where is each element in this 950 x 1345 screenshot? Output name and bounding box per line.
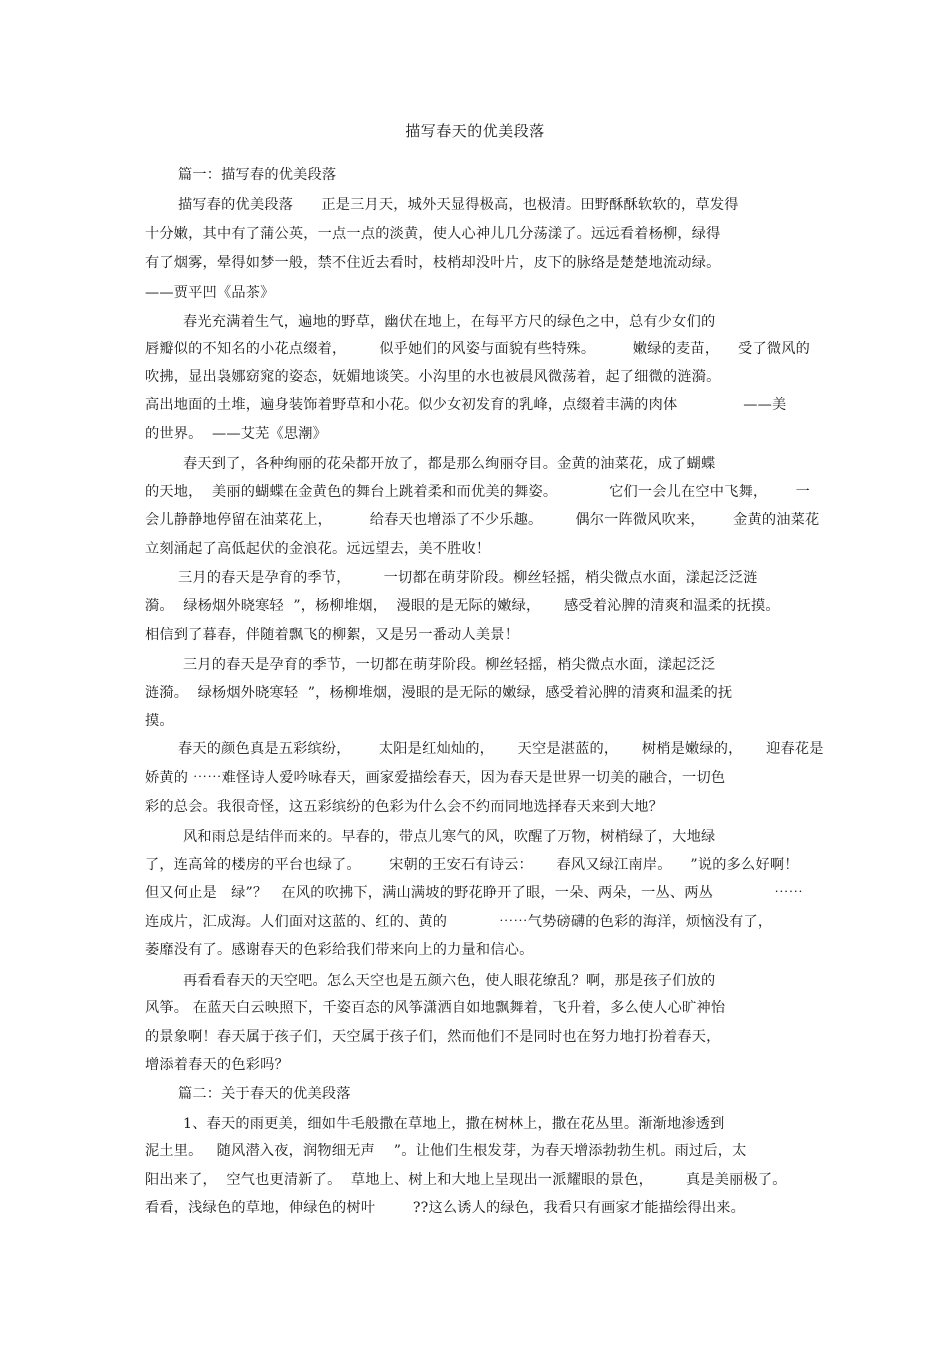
paragraph-line: 娇黄的 ⋯⋯难怪诗人爱吟咏春天，画家爱描绘春天，因为春天是世界一切美的融合，一切色 <box>145 770 726 786</box>
paragraph-line: 风筝。 在蓝天白云映照下，千姿百态的风筝潇洒自如地飘舞着，飞升着，多么使人心旷神怡 <box>145 1000 726 1016</box>
paragraph-line: 高出地面的土堆，遍身装饰着野草和小花。似少女初发育的乳峰，点缀着丰满的肉体 ——美 <box>145 397 787 413</box>
section-heading: 篇一：描写春的优美段落 <box>178 167 337 183</box>
paragraph-line: 的世界。 ——艾芜《思潮》 <box>145 426 328 442</box>
paragraph-line: 萎靡没有了。感谢春天的色彩给我们带来向上的力量和信心。 <box>145 942 534 958</box>
paragraph-line: 吹拂，显出袅娜窈窕的姿态，妩媚地谈笑。小沟里的水也被晨风微荡着，起了细微的涟漪。 <box>145 369 721 385</box>
paragraph-line: 会儿静静地停留在油菜花上， 给春天也增添了不少乐趣。 偶尔一阵微风吹来， 金黄的油菜花 <box>145 512 820 528</box>
paragraph-line: 再看看春天的天空吧。怎么天空也是五颜六色，使人眼花缭乱？啊，那是孩子们放的 <box>183 973 716 989</box>
paragraph-line: ——贾平凹《品茶》 <box>145 285 275 301</box>
paragraph-line: 连成片，汇成海。人们面对这蓝的、红的、黄的 ⋯⋯气势磅礴的色彩的海洋，烦恼没有了， <box>145 914 773 930</box>
paragraph-line: 三月的春天是孕育的季节，一切都在萌芽阶段。柳丝轻摇，梢尖微点水面，漾起泛泛 <box>183 657 716 673</box>
paragraph-line: 相信到了暮春，伴随着飘飞的柳絮，又是另一番动人美景！ <box>145 627 520 643</box>
paragraph-line: 描写春的优美段落 正是三月天，城外天显得极高，也极清。田野酥酥软软的，草发得 <box>178 197 739 213</box>
paragraph-line: 彩的总会。我很奇怪，这五彩缤纷的色彩为什么会不约而同地选择春天来到大地？ <box>145 799 663 815</box>
paragraph-line: 阳出来了， 空气也更清新了。 草地上、树上和大地上呈现出一派耀眼的景色， 真是美丽极了。 <box>145 1172 787 1188</box>
paragraph-line: 风和雨总是结伴而来的。早春的，带点儿寒气的风，吹醒了万物，树梢绿了，大地绿 <box>183 829 716 845</box>
paragraph-line: 涟漪。 绿杨烟外晓寒轻 ”，杨柳堆烟，漫眼的是无际的嫩绿，感受着沁脾的清爽和温柔的抚 <box>145 685 733 701</box>
paragraph-line: 立刻涌起了高低起伏的金浪花。远远望去，美不胜收！ <box>145 541 491 557</box>
paragraph-line: 唇瓣似的不知名的小花点缀着， 似乎她们的风姿与面貌有些特殊。 嫩绿的麦苗， 受了微风的 <box>145 341 810 357</box>
document-title: 描写春天的优美段落 <box>405 122 545 140</box>
paragraph-line: 春天到了，各种绚丽的花朵都开放了，都是那么绚丽夺目。金黄的油菜花，成了蝴蝶 <box>183 456 716 472</box>
paragraph-line: 春天的颜色真是五彩缤纷， 太阳是红灿灿的， 天空是湛蓝的， 树梢是嫩绿的， 迎春花是 <box>178 741 824 757</box>
paragraph-line: 有了烟雾，晕得如梦一般，禁不住近去看时，枝梢却没叶片，皮下的脉络是楚楚地流动绿。 <box>145 255 721 271</box>
paragraph-line: 1、春天的雨更美，细如牛毛般撒在草地上，撒在树林上，撒在花丛里。渐渐地渗透到 <box>183 1116 725 1132</box>
paragraph-line: 十分嫩，其中有了蒲公英，一点一点的淡黄，使人心神儿几分荡漾了。远远看着杨柳，绿得 <box>145 226 721 242</box>
paragraph-line: 春光充满着生气，遍地的野草，幽伏在地上，在每平方尺的绿色之中，总有少女们的 <box>183 314 716 330</box>
paragraph-line: 摸。 <box>145 713 174 729</box>
paragraph-line: 的天地， 美丽的蝴蝶在金黄色的舞台上跳着柔和而优美的舞姿。 它们一会儿在空中飞舞， 一 <box>145 484 810 500</box>
paragraph-line: 三月的春天是孕育的季节， 一切都在萌芽阶段。柳丝轻摇，梢尖微点水面，漾起泛泛涟 <box>178 570 758 586</box>
paragraph-line: 泥土里。 随风潜入夜，润物细无声 ”。让他们生根发芽，为春天增添勃勃生机。雨过后，太 <box>145 1143 747 1159</box>
paragraph-line: 的景象啊！春天属于孩子们，天空属于孩子们，然而他们不是同时也在努力地打扮着春天， <box>145 1029 721 1045</box>
paragraph-line: 漪。 绿杨烟外晓寒轻 ”，杨柳堆烟， 漫眼的是无际的嫩绿， 感受着沁脾的清爽和温柔的抚摸。 <box>145 598 780 614</box>
section-heading: 篇二：关于春天的优美段落 <box>178 1086 351 1102</box>
paragraph-line: 了，连高耸的楼房的平台也绿了。 宋朝的王安石有诗云： 春风又绿江南岸。 ”说的多么好啊！ <box>145 857 799 873</box>
paragraph-line: 看看，浅绿色的草地，伸绿色的树叶 ??这么诱人的绿色，我看只有画家才能描绘得出来。 <box>145 1200 746 1216</box>
paragraph-line: 但又何止是 绿”？ 在风的吹拂下，满山满坡的野花睁开了眼，一朵、两朵，一丛、两丛 ⋯⋯ <box>145 885 804 901</box>
paragraph-line: 增添着春天的色彩吗？ <box>145 1057 289 1073</box>
